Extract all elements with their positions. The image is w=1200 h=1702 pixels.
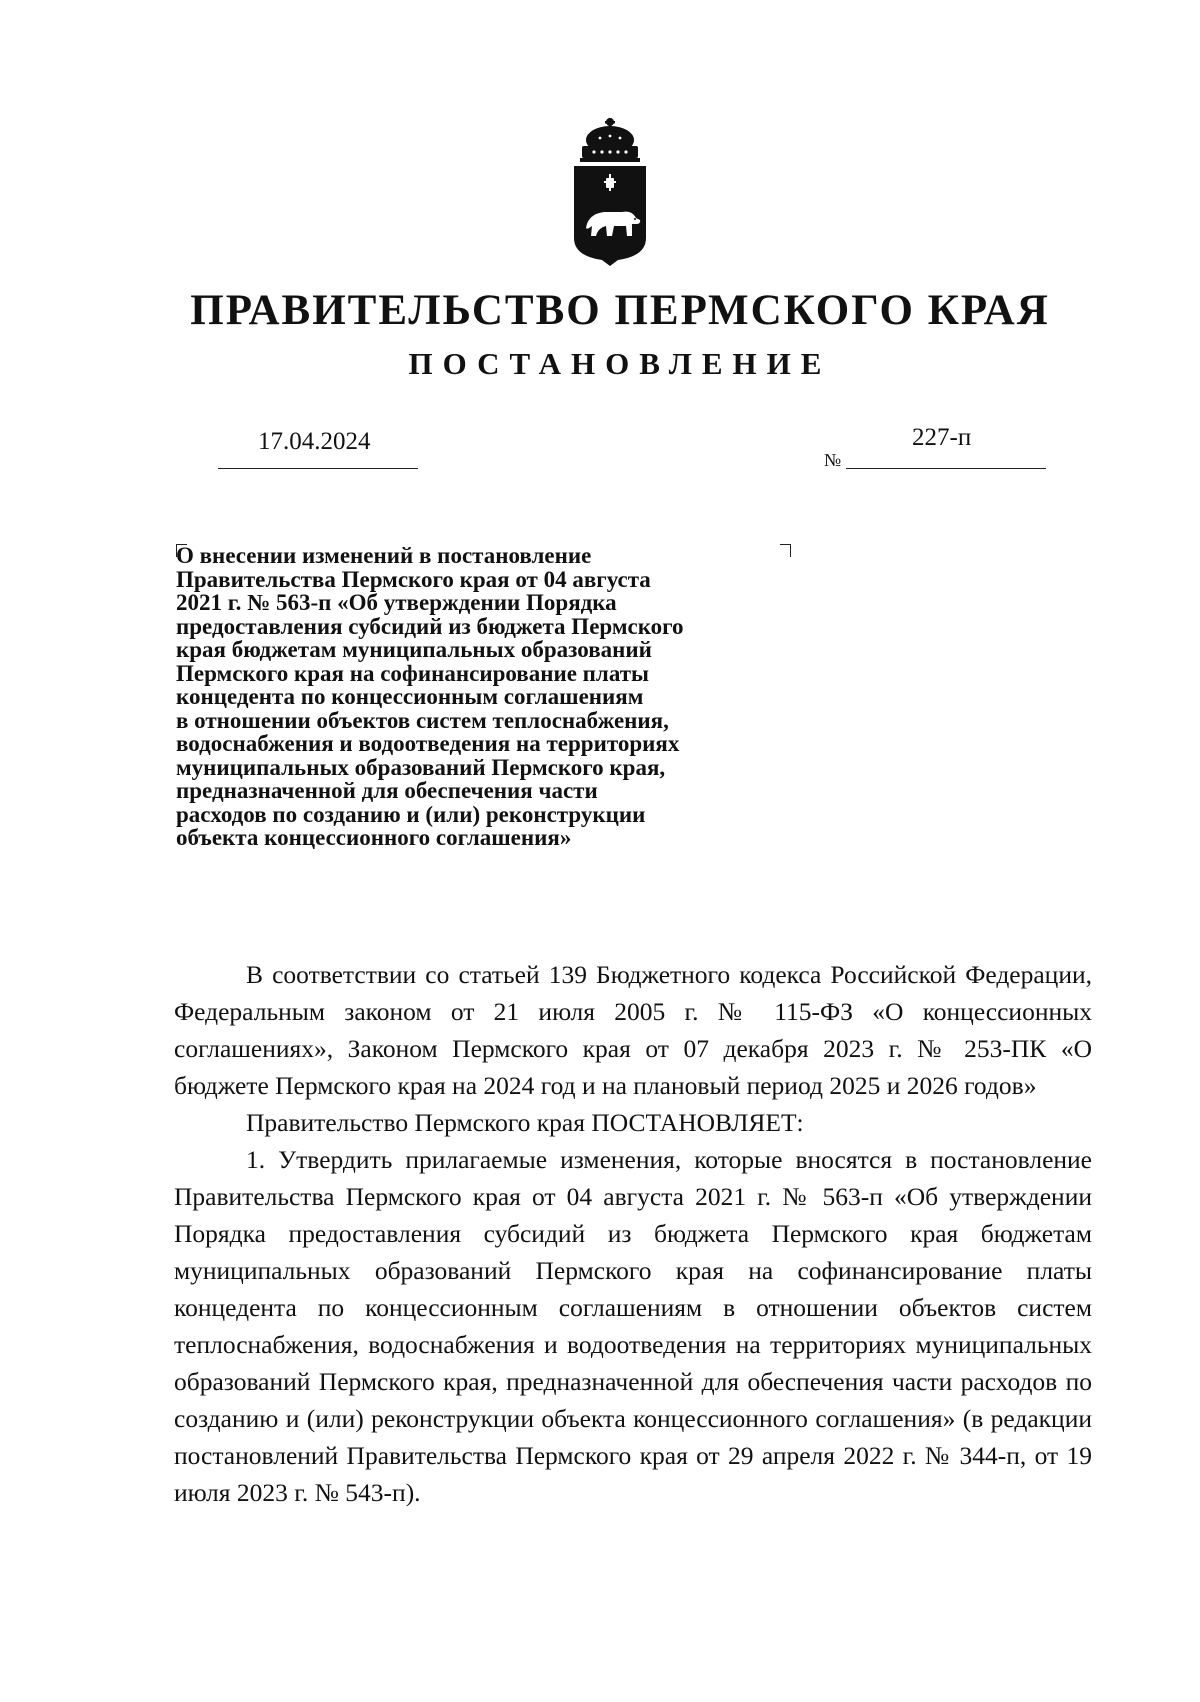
document-number-field: [824, 424, 1046, 469]
document-date: 17.04.2024: [258, 428, 371, 455]
number-underline: [846, 468, 1046, 469]
subject-line: Правительства Пермского края от 04 августа: [176, 566, 651, 592]
subject-line: края бюджетам муниципальных образований: [176, 637, 652, 662]
subject-line: концедента по концессионным соглашениям: [176, 684, 644, 709]
document-number: 227-п: [912, 424, 972, 451]
subject-line: объекта концессионного соглашения»: [176, 825, 572, 850]
document-date-field: [218, 428, 418, 469]
subject-line: Пермского края на софинансирование платы: [176, 660, 649, 686]
subject-line: предназначенной для обеспечения части: [176, 778, 598, 803]
subject-line: О внесении изменений в постановление: [176, 543, 592, 568]
body-paragraph-item-1: 1. Утвердить прилагаемые изменения, которые вносятся в постановление Правительства Пермского края от 04 августа 2021 г. № 563-п «Об утверждении Порядка предоставления субсидий из бюджета Пермского края бюджетам муниципальных образований Пермского края на софинансирование платы концедента по концессионным соглашениям в отношении объектов систем теплоснабжения, водоснабжения и водоотведения на территориях муниципальных образований Пермского края, предназначенной для обеспечения части расходов по созданию и (или) реконструкции объекта концессионного соглашения» (в редакции постановлений Правительства Пермского края от 29 апреля 2022 г. № 344-п, от 19 июля 2023 г. № 543-п).: [174, 1145, 1092, 1507]
subject-line: водоснабжения и водоотведения на территориях: [176, 731, 680, 756]
body-paragraph-preamble: В соответствии со статьей 139 Бюджетного кодекса Российской Федерации, Федеральным законом от 21 июля 2005 г. № 115-ФЗ «О концессионных соглашениях», Законом Пермского края от 07 декабря 2023 г. № 253-ПК «О бюджете Пермского края на 2024 год и на плановый период 2025 и 2026 годов»: [174, 960, 1092, 1100]
perm-krai-coat-of-arms-icon: [560, 116, 660, 268]
subject-line: в отношении объектов систем теплоснабжения,: [176, 707, 669, 733]
subject-line: предоставления субсидий из бюджета Пермского: [176, 613, 684, 639]
document-body: [174, 956, 1092, 1511]
number-sign: №: [824, 450, 842, 470]
document-subject: [176, 544, 836, 850]
body-paragraph-resolves: Правительство Пермского края ПОСТАНОВЛЯЕТ:: [246, 1108, 804, 1137]
subject-line: расходов по созданию и (или) реконструкции: [176, 801, 646, 827]
document-type: ПОСТАНОВЛЕНИЕ: [408, 346, 832, 381]
government-title: ПРАВИТЕЛЬСТВО ПЕРМСКОГО КРАЯ: [190, 287, 1050, 334]
subject-line: муниципальных образований Пермского края,: [176, 754, 666, 780]
subject-line: 2021 г. № 563-п «Об утверждении Порядка: [176, 590, 617, 615]
